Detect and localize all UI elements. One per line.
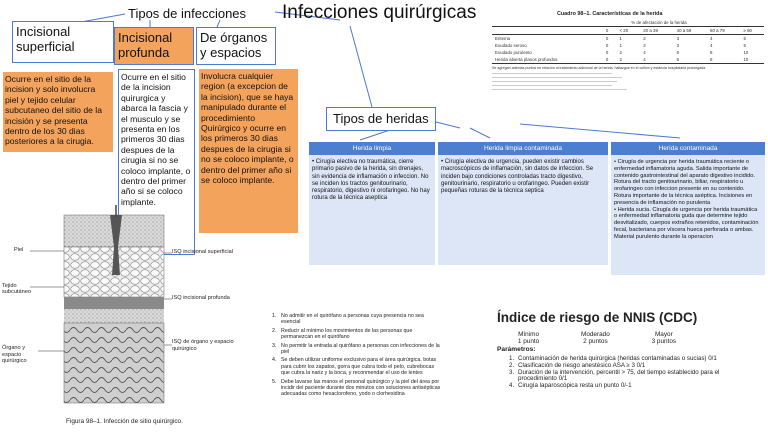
col-header: ≥ 80	[743, 28, 752, 33]
cell: 5	[743, 43, 746, 48]
level-minimo	[518, 331, 539, 345]
label-isq-superficial: ISQ incisional superficial	[172, 249, 233, 255]
heading-text: Incisional superficial	[16, 24, 75, 54]
page-title: Infecciones quirúrgicas	[282, 2, 477, 23]
cuadro-table	[492, 26, 764, 64]
nnis-title: Índice de riesgo de NNIS (CDC)	[497, 310, 698, 325]
cell: 3	[676, 36, 680, 41]
cell: Exudado purulento	[495, 50, 532, 55]
params-label: Parámetros:	[497, 346, 536, 353]
cuadro-title: Cuadro 98–1. Características de la herida	[557, 11, 663, 17]
item-text: Cirugía laparoscópica resta un punto 0/-1	[518, 382, 632, 390]
bullet-icon: •	[441, 159, 445, 165]
cell: 4	[643, 50, 646, 55]
organos-espacios-text: Involucra cualquier region (a excepcion de la incision), que se haya manipulado durante el procedimiento Quirúrgico y ocurre en los primeros 30 dias despues de la cirugia si no se coloco implante, o dentro del primer año si se coloco implante.	[199, 69, 298, 233]
incisional-profunda-text: Ocurre en el sitio de la incision quirurgica y abarca la fascia y el musculo y se presenta en los primeros 30 dias despues de la cirugia si no se coloco implante, o dentro del primer año si se coloco implante.	[118, 69, 195, 255]
item-number: 4.	[509, 382, 515, 390]
label-isq-organo: ISQ de órgano y espacio quirúrgico	[172, 339, 234, 352]
item-number: 2.	[272, 327, 277, 334]
level-points: 3 puntos	[651, 338, 677, 345]
table-row	[492, 49, 764, 56]
cell: 6	[676, 50, 680, 55]
cell: 2	[643, 43, 646, 48]
tipos-infecciones-label: Tipos de infecciones	[128, 6, 247, 21]
incisional-superficial-text: Ocurre en el sitio de la incision y solo involucra piel y tejido celular subcutaneo del sitio de la incisión y se presenta dentro de los 30 dias posteriores a la cirugia.	[3, 72, 113, 152]
params-list	[509, 356, 739, 390]
level-name: Mayor	[654, 331, 673, 338]
cell: Exudado seroso	[495, 43, 527, 48]
heading-text: De órganos y espacios	[200, 30, 268, 60]
item-text: Debe lavarse las manos el personal quirúrgico y la piel del área por incidir del paciente durante dos minutos con soluciones antisépticas adecuadas como hexaclorofeno, yodo o clorhexidina	[281, 378, 441, 398]
cuadro-caracteristicas	[492, 11, 766, 93]
cell: 10	[743, 57, 749, 62]
herida-limpia-contaminada-heading: Herida limpia contaminada	[438, 142, 608, 155]
list-item	[272, 343, 442, 356]
cell: 0	[605, 57, 609, 62]
col-header: < 20	[619, 28, 629, 33]
item-text: Se deben utilizar uniforme exclusivo para el área quirúrgica, botas para cubrir los zapatos, gorra que cubra todo el pelo, cubrebocas que cubra la nariz y la boca, y reconmendar el uso de lentes	[281, 357, 437, 377]
item-text: Clasificación de riesgo anestésico ASA ≥ 3 0/1	[518, 361, 646, 369]
label-isq-profunda: ISQ incisional profunda	[172, 295, 230, 301]
level-name: Mínimo	[518, 331, 540, 338]
incisional-superficial-heading	[12, 21, 114, 63]
table-row	[492, 56, 764, 64]
col-header: 60 a 79	[710, 28, 725, 33]
item-number: 3.	[509, 368, 515, 376]
heading-text: Incisional profunda	[118, 30, 173, 60]
cell: 4	[710, 43, 713, 48]
col-header: 20 a 39	[643, 28, 658, 33]
level-points: 2 puntos	[583, 338, 608, 345]
herida-limpia-heading: Herida limpia	[309, 142, 435, 155]
herida-limpia-text	[309, 155, 435, 265]
cell: 2	[619, 50, 622, 55]
incisional-profunda-heading	[114, 27, 194, 65]
cell: 0	[605, 36, 609, 41]
item-number: 3.	[272, 342, 277, 349]
cuadro-subtitle: % de afectación de la herida	[631, 20, 687, 25]
item-number: 5.	[272, 378, 277, 385]
skin-figure	[0, 205, 270, 433]
cell: 4	[643, 57, 646, 62]
list-item	[272, 328, 442, 341]
cell: Eritema	[495, 36, 511, 41]
list-item	[272, 357, 442, 376]
item-number: 4.	[272, 357, 277, 364]
skin-layers-illustration	[0, 205, 270, 433]
cell: 8	[710, 57, 713, 62]
cell: 0	[605, 50, 609, 55]
table-row	[492, 35, 764, 43]
label-piel: Piel	[14, 247, 24, 253]
bullet-icon: •	[614, 159, 618, 165]
organos-espacios-heading	[196, 27, 276, 65]
col-header	[492, 27, 603, 35]
item-text: No admitir en el quirófano a personas cuya presencia no sea esencial	[281, 313, 424, 326]
col-header: 0	[605, 28, 609, 33]
cell: 3	[676, 43, 680, 48]
tipos-heridas-label	[326, 107, 436, 131]
item-text: Duración de la intervención, percentil > 75, del tiempo establecido para el procedimiento 0/1	[518, 368, 720, 383]
label-tejido-subcutaneo: Tejido subcutáneo	[2, 283, 31, 295]
cell: 2	[619, 57, 622, 62]
item-text: Cirugía de urgencia por herida traumática reciente o enfermedad inflamatoria aguda. Salida importante de contenido gastrointestinal del aparato digestivo incidido. Rotura del tracto genitourinario, biliar, respiratorio u orofaringeo con infeccion presente en su contenido. Rotura importante de la técnica aséptica. Incisiones en presencia de inflamación no purulenta	[614, 159, 756, 206]
bullet-icon: •	[614, 206, 618, 213]
nnis-levels	[497, 331, 697, 345]
cell: 6	[676, 57, 680, 62]
cell: 8	[710, 50, 713, 55]
cuadro-extra-lines	[492, 73, 766, 90]
label-organo-espacio: Órgano y espacio quirúrgico	[2, 345, 27, 365]
cuadro-footnote: Se agregan además puntos en relación al tratamiento adicional de la herida, hallazgos en el cultivo y estancia hospitalaria prolongada.	[492, 66, 707, 70]
level-name: Moderado	[581, 331, 610, 338]
herida-contaminada-heading: Herida contaminada	[611, 142, 765, 155]
table-row	[492, 42, 764, 49]
cell: 1	[619, 36, 622, 41]
herida-text: Cirugía electiva no traumática, cierre primario pasivo de la herida, sin drenajes, sin evidencia de inflamación o infeccion. No se inciden los tractos genitourinario, respiratorio, digestivo ni orofaringeo. No hay rotura de la técnica aseptica	[312, 159, 430, 202]
item-number: 1.	[272, 313, 277, 319]
list-item	[272, 313, 442, 326]
herida-limpia-contaminada-text	[438, 155, 608, 265]
cell: 0	[605, 43, 609, 48]
col-header: 40 a 59	[676, 28, 692, 33]
herida-contaminada-text	[611, 155, 765, 275]
item-number: 2.	[509, 361, 515, 369]
figure-caption: Figura 98–1. Infección de sitio quirúrgico.	[66, 418, 183, 425]
list-item	[272, 379, 442, 398]
item-text: No permitir la entrada al quirófano a personas con infecciones de la piel	[281, 342, 440, 356]
herida-text: Cirugía electiva de urgencia, pueden existir cambios macroscópicos de inflamación, sin datos de infeccion. Se inciden bajo condiciones controladas tracto digestivo, genitourinario, respiratorio u orofaringeo. Pueden existir pequeñas roturas de la técnica septica	[441, 159, 594, 195]
item-text: Reducir al mínimo los movimientos de las personas que permanezcan en el quirófano	[281, 327, 413, 341]
bullet-icon: •	[312, 159, 316, 165]
list-item	[509, 370, 739, 384]
list-item	[614, 159, 762, 207]
list-item	[614, 207, 762, 241]
cell: 4	[710, 36, 713, 41]
cell: 1	[619, 43, 622, 48]
recommendations-list	[272, 313, 442, 398]
cell: 5	[743, 36, 746, 41]
label-text: Tipos de heridas	[333, 111, 429, 126]
cell: 10	[743, 50, 749, 55]
level-moderado	[581, 331, 610, 345]
level-mayor	[652, 331, 677, 345]
cell: Herida abierta planos profundos	[495, 57, 558, 62]
item-number: 1.	[509, 355, 515, 362]
nnis-index	[497, 310, 765, 390]
level-points: 1 punto	[517, 338, 540, 345]
item-text: Herida sucia. Cirugía de urgencia por herida traumática o enfermedad inflamatoria guda que determine tejido desvitalizado, cuerpos extraños retenidos, contaminación fecal, bacteriana por víscera hueca perforada o ambas. Material purulento durante la operacion	[614, 206, 759, 240]
cell: 2	[643, 36, 646, 41]
list-item	[509, 383, 739, 390]
item-text: Contaminación de herida quirúrgica (heridas contaminadas o sucias) 0/1	[518, 355, 717, 362]
